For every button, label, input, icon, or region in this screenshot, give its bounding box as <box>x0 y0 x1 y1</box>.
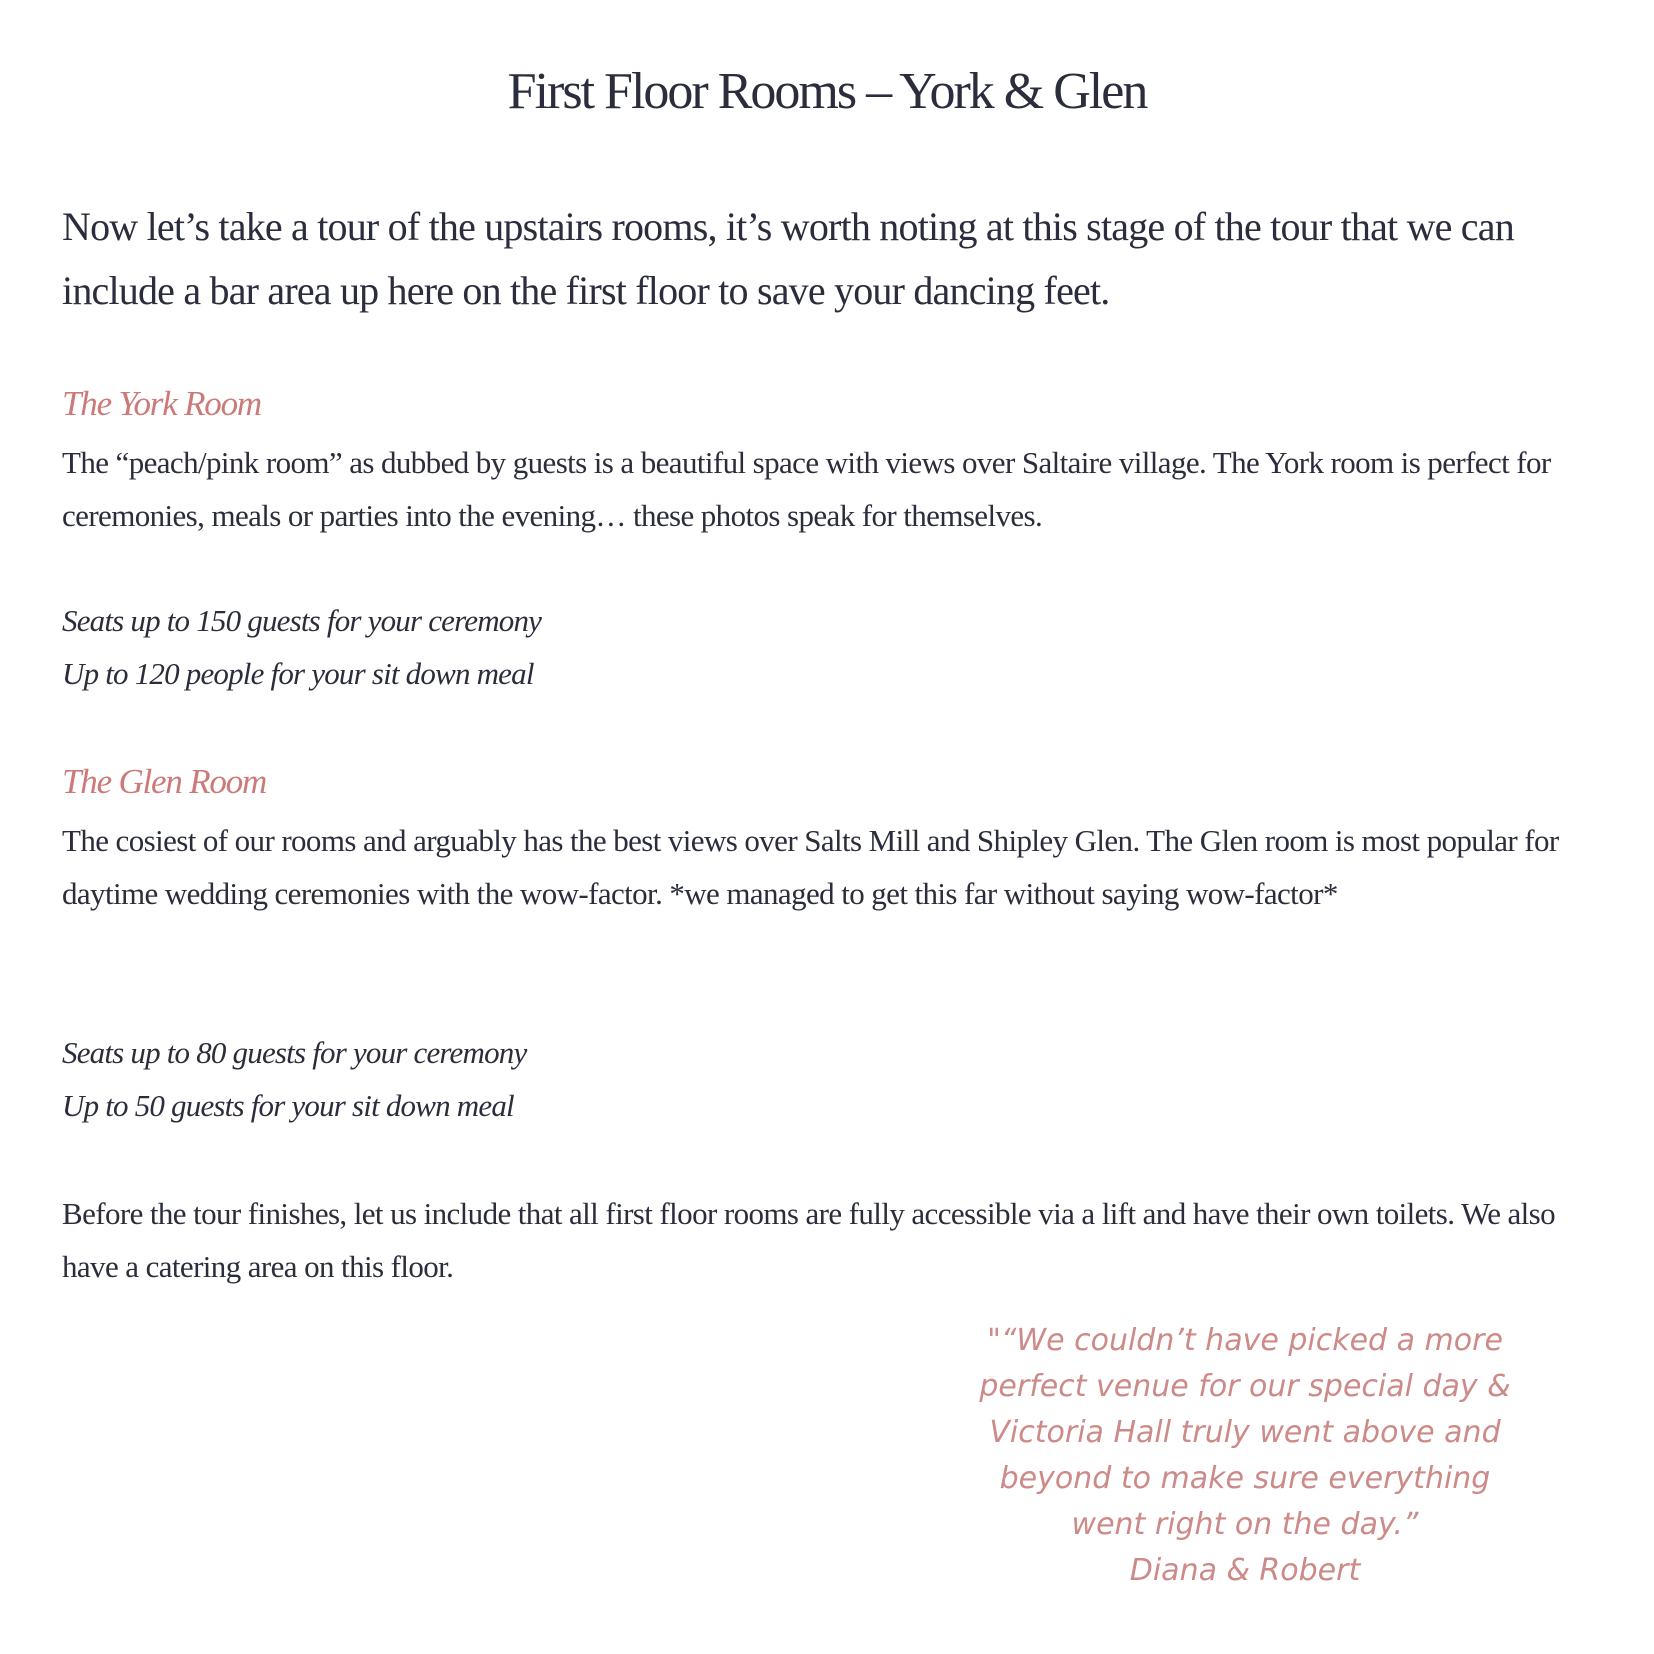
glen-room-heading: The Glen Room <box>62 762 267 801</box>
york-meal-capacity: Up to 120 people for your sit down meal <box>62 656 534 691</box>
glen-meal-capacity: Up to 50 guests for your sit down meal <box>62 1088 514 1123</box>
york-ceremony-capacity: Seats up to 150 guests for your ceremony <box>62 603 542 638</box>
glen-room-capacity <box>62 1026 526 1132</box>
intro-paragraph: Now let’s take a tour of the upstairs rooms, it’s worth noting at this stage of the tour that we can include a bar area up here on the first floor to save your dancing feet. <box>62 204 1514 313</box>
york-room-capacity <box>62 594 541 700</box>
glen-ceremony-capacity: Seats up to 80 guests for your ceremony <box>62 1035 527 1070</box>
testimonial-text: "“We couldn’t have picked a more perfect venue for our special day & Victoria Hall truly went above and beyond to make sure everything went right on the day.” <box>979 1323 1511 1542</box>
testimonial-author: Diana & Robert <box>1129 1553 1361 1588</box>
closing-paragraph: Before the tour finishes, let us include that all first floor rooms are fully accessible via a lift and have their own toilets. We also have a catering area on this floor. <box>62 1196 1556 1284</box>
york-room-heading: The York Room <box>62 384 261 423</box>
york-room-description: The “peach/pink room” as dubbed by guests is a beautiful space with views over Saltaire village. The York room is perfect for ceremonies, meals or parties into the evening… these photos speak for themselves. <box>62 445 1551 533</box>
glen-room-description: The cosiest of our rooms and arguably has the best views over Salts Mill and Shipley Glen. The Glen room is most popular for daytime wedding ceremonies with the wow-factor. *we managed to get this far without saying wow-factor* <box>62 823 1559 911</box>
page-title: First Floor Rooms – York & Glen <box>507 63 1147 120</box>
testimonial-quote <box>960 1318 1530 1594</box>
